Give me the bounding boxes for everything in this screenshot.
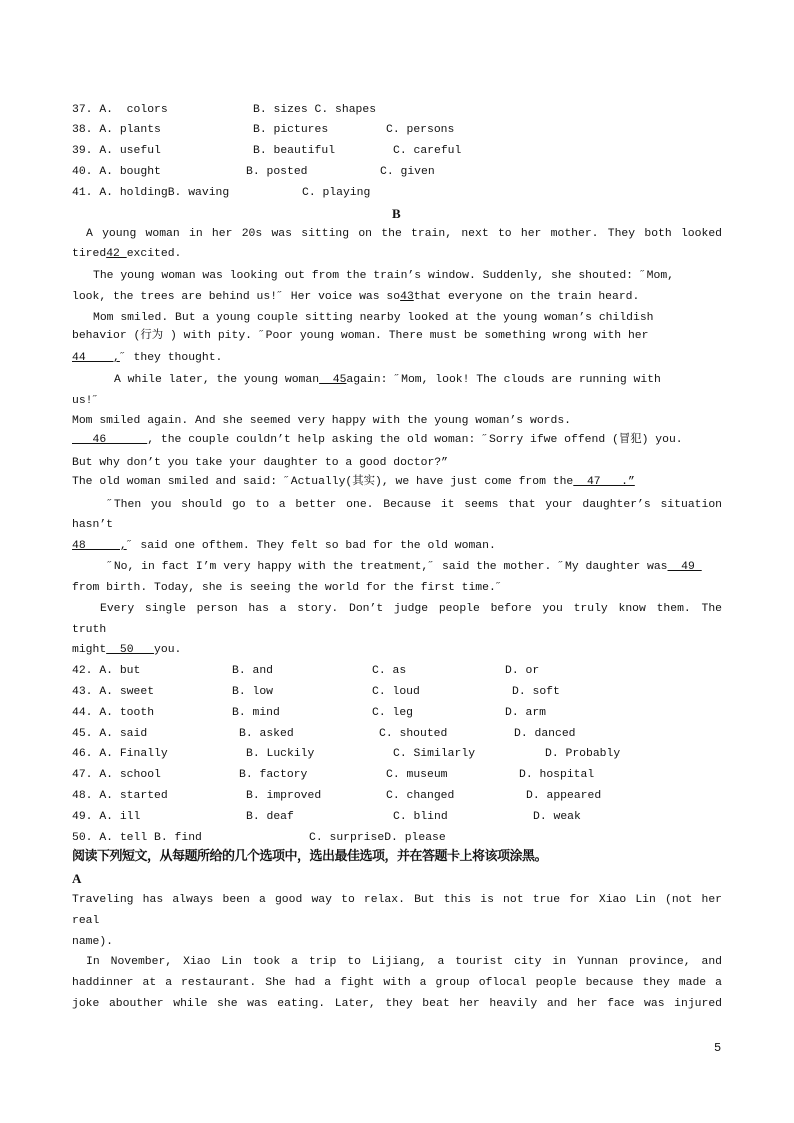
passage-line: In November, Xiao Lin took a trip to Lijiang, a tourist city in Yunnan province, and xyxy=(86,956,722,968)
option-a: 41. A. holdingB. waving xyxy=(72,187,230,199)
option-b: B. sizes C. shapes xyxy=(253,104,377,116)
option-c: C. as xyxy=(372,665,407,677)
option-d: D. weak xyxy=(533,811,581,823)
option-a: 43. A. sweet xyxy=(72,686,155,698)
passage-line: hasn’t xyxy=(72,519,114,531)
passage-line: haddinner at a restaurant. She had a fight with a group oflocal people because they made a xyxy=(72,977,722,989)
passage-line xyxy=(72,432,722,448)
text: look, the trees are behind us!˝ Her voice was so xyxy=(72,291,401,303)
instruction: 阅读下列短文，从每题所给的几个选项中，选出最佳选项，并在答题卡上将该项涂黑。 xyxy=(72,849,548,864)
option-d: D. hospital xyxy=(519,769,595,781)
option-b: B. low xyxy=(232,686,274,698)
option-b: C. surpriseD. please xyxy=(309,832,446,844)
section-heading-b: B xyxy=(392,206,401,221)
option-a: 37. A. colors xyxy=(72,104,168,116)
passage-line: Traveling has always been a good way to relax. But this is not true for Xiao Lin (not her xyxy=(72,894,722,906)
text: might xyxy=(72,644,107,656)
text: ˝ said one ofthem. They felt so bad for the old woman. xyxy=(126,540,496,552)
option-b: B. mind xyxy=(232,707,280,719)
passage-line: truth xyxy=(72,624,107,636)
blank-42: 42 xyxy=(106,248,127,260)
text: tired xyxy=(72,248,107,260)
option-a: 46. A. Finally xyxy=(72,748,168,760)
option-b: B. deaf xyxy=(246,811,294,823)
blank-47: 47 .” xyxy=(573,476,635,488)
passage-line: The young woman was looking out from the train’s window. Suddenly, she shouted: ˝Mom, xyxy=(93,270,675,282)
passage-line xyxy=(72,246,722,262)
option-d: D. Probably xyxy=(545,748,621,760)
text: , the couple couldn’t help asking the old woman: ˝Sorry ifwe offend (冒犯) you. xyxy=(147,434,683,446)
option-b: B. beautiful xyxy=(253,145,336,157)
option-a: 50. A. tell B. find xyxy=(72,832,202,844)
passage-line: behavior (行为 ) with pity. ˝Poor young woman. There must be something wrong with her xyxy=(72,330,649,342)
passage-line: Every single person has a story. Don’t judge people before you truly know them. The xyxy=(100,603,722,615)
option-c: C. careful xyxy=(393,145,462,157)
option-d: D. soft xyxy=(512,686,560,698)
page-number: 5 xyxy=(714,1041,722,1055)
option-a: 44. A. tooth xyxy=(72,707,155,719)
passage-line: A young woman in her 20s was sitting on the train, next to her mother. They both looked xyxy=(86,228,722,240)
option-c: C. leg xyxy=(372,707,414,719)
option-a: 40. A. bought xyxy=(72,166,161,178)
passage-line: Mom smiled again. And she seemed very happy with the young woman’s words. xyxy=(72,415,571,427)
option-a: 38. A. plants xyxy=(72,124,161,136)
option-c: C. Similarly xyxy=(393,748,476,760)
passage-line: us!˝ xyxy=(72,395,100,407)
passage-line: Mom smiled. But a young couple sitting nearby looked at the young woman’s childish xyxy=(93,312,654,324)
option-d: D. danced xyxy=(514,728,576,740)
passage-line: name). xyxy=(72,936,114,948)
section-heading-a: A xyxy=(72,871,82,886)
passage-line: But why don’t you take your daughter to a good doctor?” xyxy=(72,457,448,469)
option-c: C. museum xyxy=(386,769,448,781)
text: again: ˝Mom, look! The clouds are running with xyxy=(346,374,661,386)
option-b: B. asked xyxy=(239,728,294,740)
option-a: 42. A. but xyxy=(72,665,141,677)
option-b: B. factory xyxy=(239,769,308,781)
passage-line: from birth. Today, she is seeing the world for the first time.˝ xyxy=(72,582,503,594)
option-d: D. arm xyxy=(505,707,547,719)
passage-line xyxy=(107,559,757,575)
option-a: 48. A. started xyxy=(72,790,168,802)
option-a: 49. A. ill xyxy=(72,811,141,823)
option-c: C. given xyxy=(380,166,435,178)
blank-45: 45 xyxy=(319,374,347,386)
text: excited. xyxy=(126,248,182,260)
option-a: 47. A. school xyxy=(72,769,161,781)
text: ˝No, in fact I’m very happy with the treatment,˝ said the mother. ˝My daughter was xyxy=(107,561,668,573)
blank-44: 44 , xyxy=(72,352,120,364)
option-c: C. loud xyxy=(372,686,420,698)
blank-43: 43 xyxy=(400,291,414,303)
option-b: B. and xyxy=(232,665,274,677)
passage-line xyxy=(72,474,722,490)
passage-line xyxy=(72,350,722,366)
option-b: B. Luckily xyxy=(246,748,315,760)
option-c: C. shouted xyxy=(379,728,448,740)
blank-50: 50 xyxy=(106,644,155,656)
passage-line: joke abouther while she was eating. Later, they beat her heavily and her face was injured xyxy=(72,998,722,1010)
text: you. xyxy=(154,644,182,656)
option-c: C. blind xyxy=(393,811,448,823)
blank-49: 49 xyxy=(667,561,702,573)
text: ˝ they thought. xyxy=(119,352,223,364)
passage-line xyxy=(72,538,722,554)
passage-line: real xyxy=(72,915,100,927)
option-a: 45. A. said xyxy=(72,728,148,740)
option-c: C. persons xyxy=(386,124,455,136)
blank-48: 48 , xyxy=(72,540,127,552)
option-b: B. posted xyxy=(246,166,308,178)
text: The old woman smiled and said: ˝Actually(其实), we have just come from the xyxy=(72,476,574,488)
passage-line xyxy=(114,372,764,388)
text: A while later, the young woman xyxy=(114,374,320,386)
option-b: C. playing xyxy=(302,187,371,199)
option-d: D. appeared xyxy=(526,790,602,802)
passage-line xyxy=(72,289,722,305)
passage-line xyxy=(72,642,722,658)
text: that everyone on the train heard. xyxy=(413,291,640,303)
passage-line: ˝Then you should go to a better one. Because it seems that your daughter’s situation xyxy=(107,499,722,511)
option-b: B. improved xyxy=(246,790,322,802)
option-a: 39. A. useful xyxy=(72,145,161,157)
option-c: C. changed xyxy=(386,790,455,802)
option-b: B. pictures xyxy=(253,124,329,136)
blank-46: 46 xyxy=(72,434,148,446)
option-d: D. or xyxy=(505,665,540,677)
